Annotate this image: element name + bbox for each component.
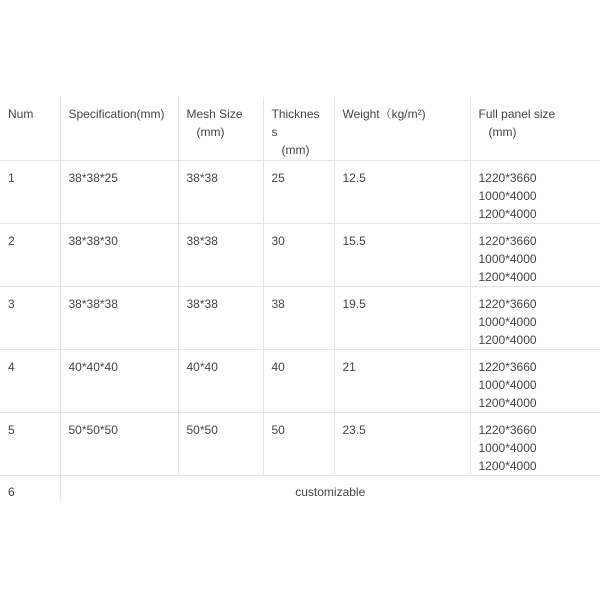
header-num: Num [0,97,60,161]
cell-weight: 23.5 [334,413,470,476]
header-specification: Specification(mm) [60,97,178,161]
header-full-panel-unit: (mm) [488,125,517,139]
panel-size: 1220*3660 [478,234,537,248]
panel-size: 1200*4000 [478,396,537,410]
cell-panel-sizes [470,413,600,476]
header-thickness-unit: (mm) [281,143,310,157]
header-full-panel-label: Full panel size [478,107,556,121]
panel-size: 1200*4000 [478,459,537,473]
header-full-panel-size [470,97,600,161]
cell-num: 4 [0,350,60,413]
panel-size: 1220*3660 [478,171,537,185]
cell-mesh-size: 38*38 [178,224,263,287]
header-thickness-label-2: s [271,125,278,139]
cell-specification: 38*38*30 [60,224,178,287]
table-row [0,287,600,350]
table-row [0,224,600,287]
header-mesh-size-unit: (mm) [196,125,225,139]
panel-size: 1000*4000 [478,315,537,329]
cell-thickness: 30 [263,224,334,287]
header-mesh-size-label: Mesh Size [186,107,243,121]
panel-size: 1000*4000 [478,441,537,455]
cell-weight: 12.5 [334,161,470,224]
cell-specification: 38*38*38 [60,287,178,350]
cell-panel-sizes [470,287,600,350]
cell-num: 5 [0,413,60,476]
panel-size: 1000*4000 [478,189,537,203]
cell-weight: 21 [334,350,470,413]
panel-size: 1200*4000 [478,207,537,221]
table-row [0,350,600,413]
cell-mesh-size: 38*38 [178,287,263,350]
cell-weight: 19.5 [334,287,470,350]
cell-specification: 38*38*25 [60,161,178,224]
panel-size: 1000*4000 [478,378,537,392]
cell-num: 6 [8,485,15,499]
cell-mesh-size: 38*38 [178,161,263,224]
cell-panel-sizes [470,224,600,287]
cell-mesh-size: 50*50 [178,413,263,476]
cell-weight: 15.5 [334,224,470,287]
panel-size: 1220*3660 [478,297,537,311]
cell-specification: 40*40*40 [60,350,178,413]
cell-customizable: customizable [60,476,600,502]
cell-num: 1 [0,161,60,224]
spec-table [0,97,600,501]
cell-num: 2 [0,224,60,287]
cell-thickness: 25 [263,161,334,224]
cell-panel-sizes [470,161,600,224]
cell-mesh-size: 40*40 [178,350,263,413]
table-row-customizable [0,476,600,502]
cell-thickness: 38 [263,287,334,350]
panel-size: 1200*4000 [478,333,537,347]
cell-thickness: 50 [263,413,334,476]
panel-size: 1220*3660 [478,423,537,437]
cell-num: 3 [0,287,60,350]
panel-size: 1220*3660 [478,360,537,374]
table-row [0,413,600,476]
header-mesh-size [178,97,263,161]
header-row [0,97,600,161]
cell-panel-sizes [470,350,600,413]
table-row [0,161,600,224]
panel-size: 1000*4000 [478,252,537,266]
cell-thickness: 40 [263,350,334,413]
header-thickness-label-1: Thicknes [271,107,320,121]
header-weight: Weight（kg/m²) [334,97,470,161]
cell-specification: 50*50*50 [60,413,178,476]
panel-size: 1200*4000 [478,270,537,284]
header-thickness [263,97,334,161]
